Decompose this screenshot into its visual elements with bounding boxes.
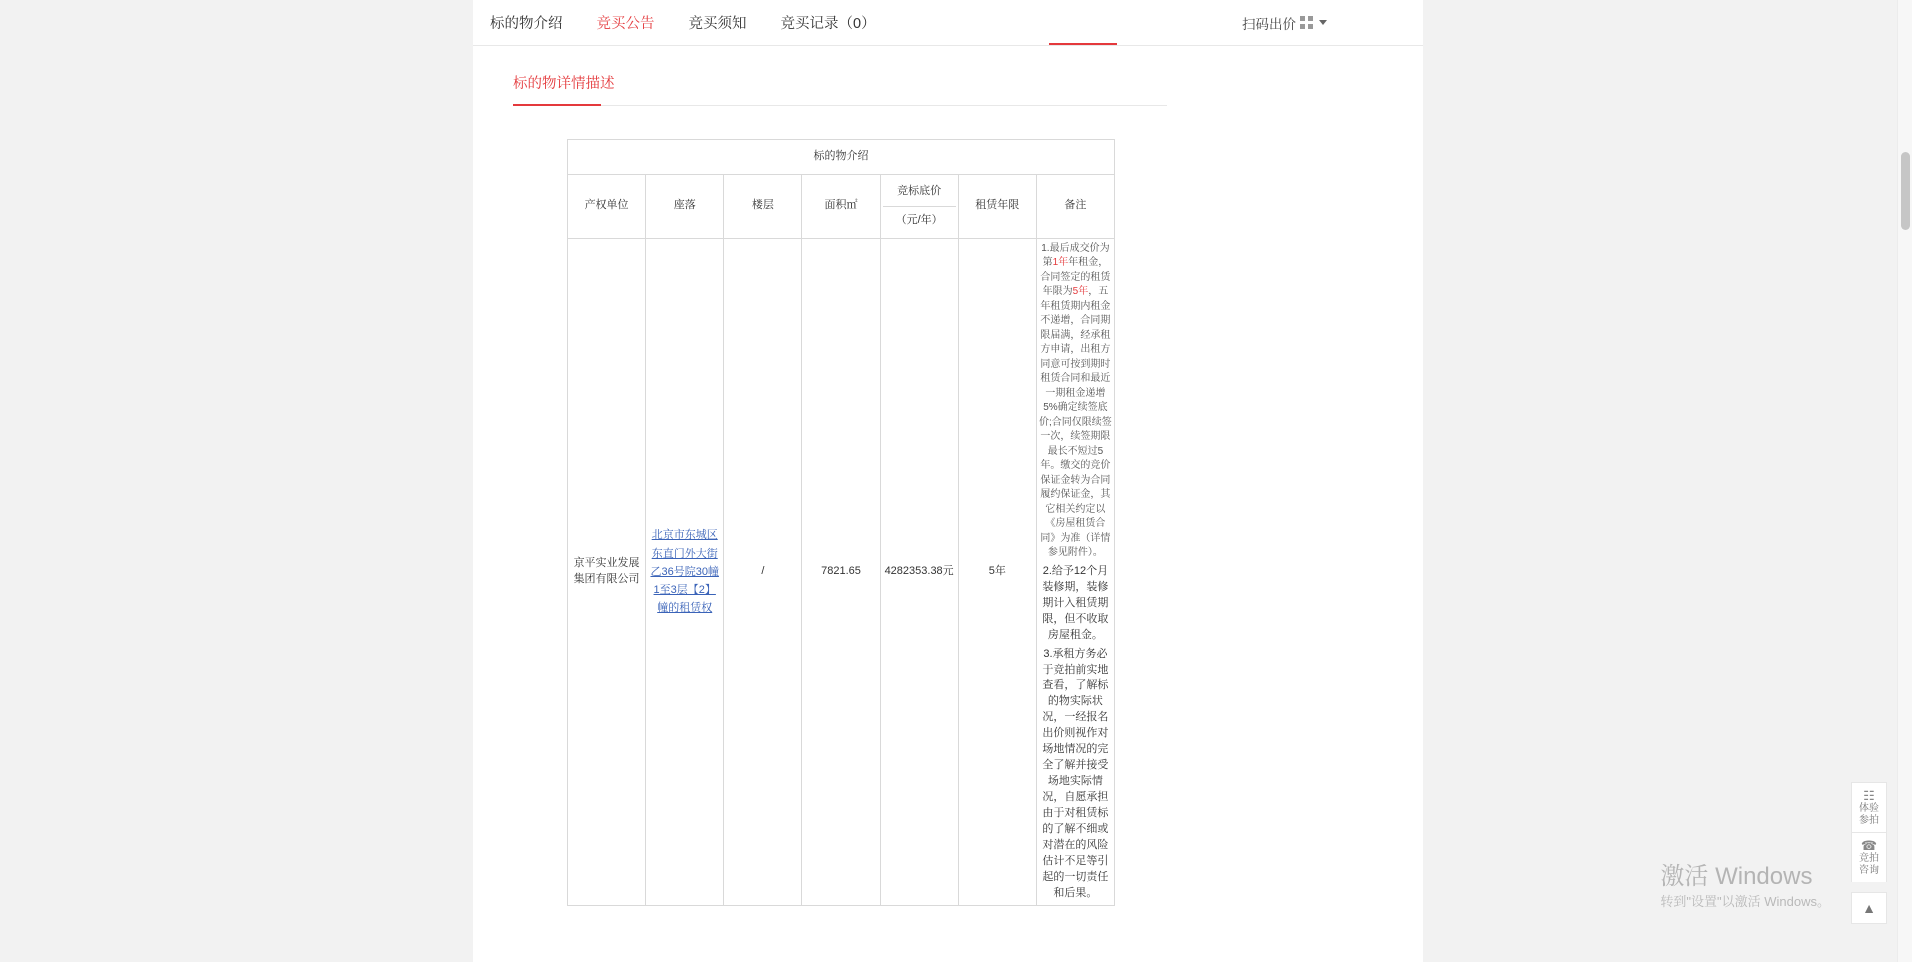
qrcode-icon <box>1300 16 1313 29</box>
tab-item-introduction[interactable] <box>473 0 580 45</box>
scan-label: 扫码出价 <box>1242 16 1296 32</box>
cell-area: 7821.65 <box>802 238 880 905</box>
detail-table-wrap <box>567 139 1115 906</box>
bidding-consult-button[interactable] <box>1851 832 1887 882</box>
col-header-area: 面积㎡ <box>802 175 880 239</box>
windows-activation-watermark <box>1660 862 1830 912</box>
table-caption: 标的物介绍 <box>568 140 1115 175</box>
floating-side-toolbar <box>1852 782 1886 924</box>
table-caption-row <box>568 140 1115 175</box>
col-header-location: 座落 <box>646 175 724 239</box>
tab-label: 标的物介绍 <box>490 16 563 32</box>
location-link[interactable]: 北京市东城区东直门外大街乙36号院30幢1至3层【2】幢的租赁权 <box>650 529 719 614</box>
col-header-price-main: 竞标底价 <box>883 178 956 207</box>
watermark-line-2: 转到"设置"以激活 Windows。 <box>1660 894 1830 909</box>
table-header-row <box>568 175 1115 239</box>
cell-location <box>646 238 724 905</box>
tab-item-notice[interactable] <box>672 0 764 45</box>
detail-content <box>473 72 1423 906</box>
remark-1-mid: 年租金，合同签定的租赁年限为 <box>1040 257 1111 298</box>
tab-item-announcement[interactable] <box>580 0 672 45</box>
remark-1-rest: ，五年租赁期内租金不递增，合同期限届满，经承租方申请，出租方同意可按到期时租赁合同和最近一期租金递增5%确定续签底价;合同仅限续签一次，续签期限最长不短过5年。缴交的竞价保证金转为合同履约保证金，其它相关约定以《房屋租赁合同》为准（详情参见附件）。 <box>1039 286 1112 559</box>
page-scrollbar-thumb[interactable] <box>1901 152 1910 230</box>
bidding-consult-label-line2: 咨询 <box>1859 865 1879 876</box>
section-title-underline <box>513 104 601 106</box>
col-header-price-unit: （元/年） <box>895 213 943 226</box>
back-to-top-button[interactable] <box>1851 892 1887 924</box>
tab-label: 竞买须知 <box>688 16 747 32</box>
bidding-consult-label-line1: 竞拍 <box>1859 853 1879 864</box>
cell-remark <box>1036 238 1114 905</box>
table-row <box>568 238 1115 905</box>
col-header-remark: 备注 <box>1036 175 1114 239</box>
tab-item-records[interactable] <box>764 0 893 45</box>
detail-tabbar <box>473 0 1423 46</box>
cell-owner: 京平实业发展集团有限公司 <box>568 238 646 905</box>
section-title: 标的物详情描述 <box>513 76 615 92</box>
page-scrollbar-track[interactable] <box>1897 0 1912 962</box>
remark-1-red-1: 1年 <box>1052 257 1069 269</box>
arrow-up-icon: ▲ <box>1862 900 1876 916</box>
remark-1-prefix: 1.最后成交价为第 <box>1041 242 1110 269</box>
cell-floor: / <box>724 238 802 905</box>
col-header-price <box>880 175 958 239</box>
col-header-owner: 产权单位 <box>568 175 646 239</box>
binoculars-icon: ☷ <box>1863 788 1875 803</box>
remark-item-1 <box>1039 242 1112 561</box>
tab-label: 竞买公告 <box>596 16 655 32</box>
try-bidding-button[interactable] <box>1851 782 1887 832</box>
try-bidding-label-line2: 参拍 <box>1859 815 1879 826</box>
asset-detail-table <box>567 139 1115 906</box>
tab-label: 竞买记录（0） <box>780 16 876 32</box>
remark-1-red-2: 5年 <box>1072 286 1089 298</box>
col-header-lease-term: 租赁年限 <box>958 175 1036 239</box>
active-tab-underline <box>1049 43 1117 45</box>
scan-to-bid-button[interactable] <box>1242 0 1327 45</box>
watermark-line-1: 激活 Windows <box>1660 863 1813 890</box>
section-header-detail-description <box>513 72 1167 106</box>
remark-item-3: 3.承租方务必于竞拍前实地查看，了解标的物实际状况，一经报名出价则视作对场地情况的完全了解并接受场地实际情况，自愿承担由于对租赁标的了解不细或对潜在的风险估计不足等引起的一切责任和后果。 <box>1042 647 1109 899</box>
try-bidding-label-line1: 体验 <box>1859 803 1879 814</box>
remark-item-2: 2.给予12个月装修期，装修期计入租赁期限，但不收取房屋租金。 <box>1042 564 1109 641</box>
page-content-column <box>473 0 1423 962</box>
headset-icon: ☎ <box>1860 838 1878 853</box>
cell-lease-term: 5年 <box>958 238 1036 905</box>
chevron-down-icon <box>1319 20 1327 25</box>
col-header-floor: 楼层 <box>724 175 802 239</box>
cell-price: 4282353.38元 <box>880 238 958 905</box>
